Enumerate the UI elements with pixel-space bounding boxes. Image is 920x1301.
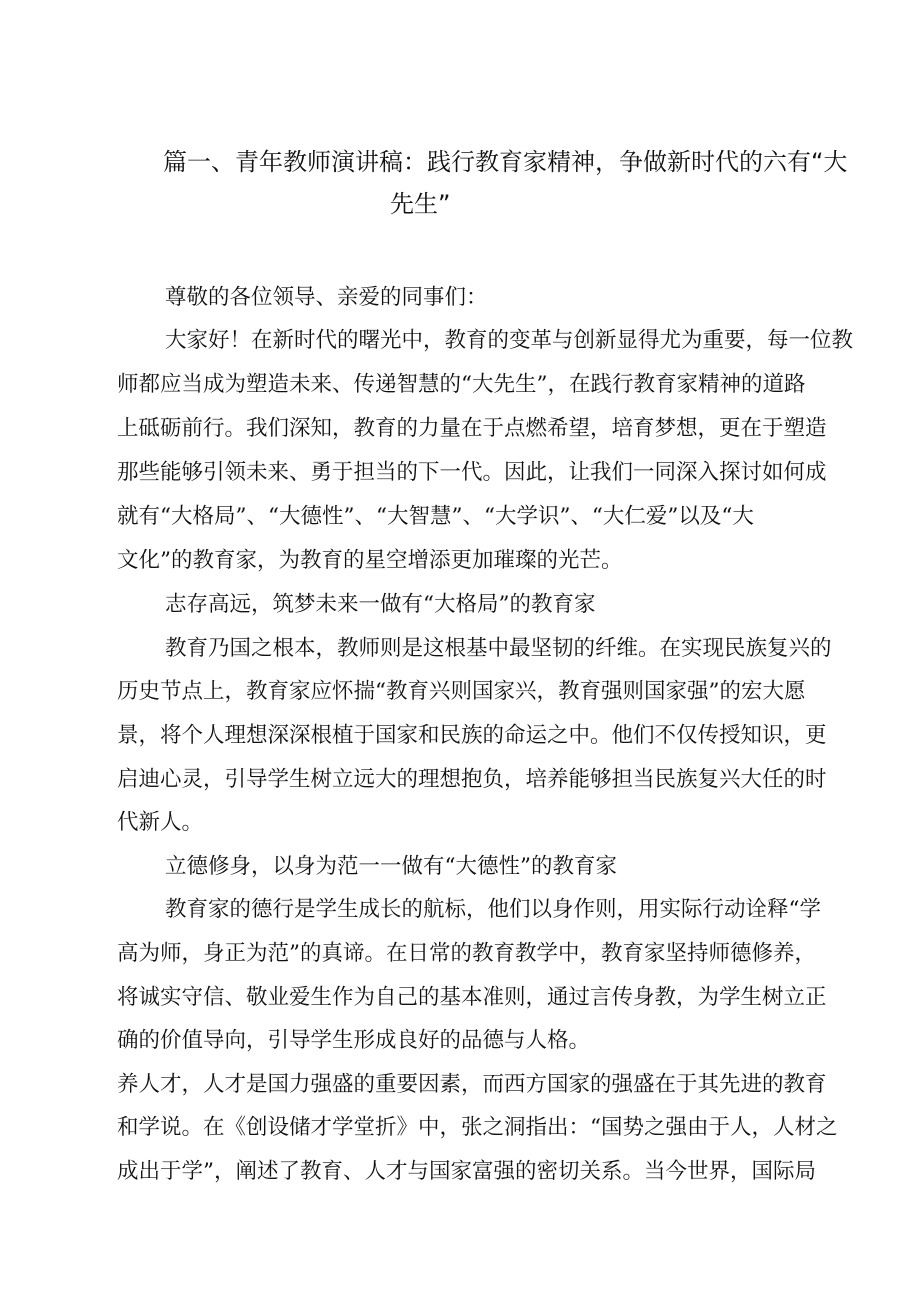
- section-heading: 志存高远，筑梦未来一做有“大格局”的教育家: [165, 592, 596, 617]
- body-line: 就有“大格局”、“大德性”、“大智慧”、“大学识”、“大仁爱”以及“大: [117, 504, 754, 529]
- body-line: 养人才，人才是国力强盛的重要因素，而西方国家的强盛在于其先进的教育: [117, 1072, 827, 1097]
- body-line: 大家好！在新时代的曙光中，教育的变革与创新显得尤为重要，每一位教: [165, 328, 854, 353]
- document-title-line-1: 篇一、青年教师演讲稿：践行教育家精神，争做新时代的六有“大: [163, 148, 848, 176]
- body-line: 上砥砺前行。我们深知，教育的力量在于点燃希望，培育梦想，更在于塑造: [117, 416, 827, 441]
- body-line: 高为师，身正为范”的真谛。在日常的教育教学中，教育家坚持师德修养，: [117, 941, 816, 966]
- body-line: 代新人。: [117, 810, 204, 835]
- body-line: 师都应当成为塑造未来、传递智慧的“大先生”，在践行教育家精神的道路: [117, 372, 806, 397]
- body-line: 和学说。在《创设储才学堂折》中，张之洞指出：“国势之强由于人，人材之: [117, 1115, 838, 1140]
- document-title-line-2: 先生”: [390, 190, 451, 218]
- body-line: 确的价值导向，引导学生形成良好的品德与人格。: [117, 1028, 591, 1053]
- body-line: 启迪心灵，引导学生树立远大的理想抱负，培养能够担当民族复兴大任的时: [117, 767, 827, 792]
- salutation: 尊敬的各位领导、亲爱的同事们：: [165, 285, 488, 310]
- section-heading: 立德修身，以身为范一一做有“大德性”的教育家: [165, 854, 617, 879]
- body-line: 教育家的德行是学生成长的航标，他们以身作则，用实际行动诠释“学: [165, 897, 821, 922]
- body-line: 历史节点上，教育家应怀揣“教育兴则国家兴，教育强则国家强”的宏大愿: [117, 679, 806, 704]
- body-line: 将诚实守信、敬业爱生作为自己的基本准则，通过言传身教，为学生树立正: [117, 985, 827, 1010]
- body-line: 教育乃国之根本，教师则是这根基中最坚韧的纤维。在实现民族复兴的: [165, 636, 832, 661]
- body-line: 文化”的教育家，为教育的星空增添更加璀璨的光芒。: [117, 548, 623, 573]
- body-line: 景，将个人理想深深根植于国家和民族的命运之中。他们不仅传授知识，更: [117, 723, 827, 748]
- body-line: 那些能够引领未来、勇于担当的下一代。因此，让我们一同深入探讨如何成: [117, 460, 827, 485]
- body-line: 成出于学”，阐述了教育、人才与国家富强的密切关系。当今世界，国际局: [117, 1159, 816, 1184]
